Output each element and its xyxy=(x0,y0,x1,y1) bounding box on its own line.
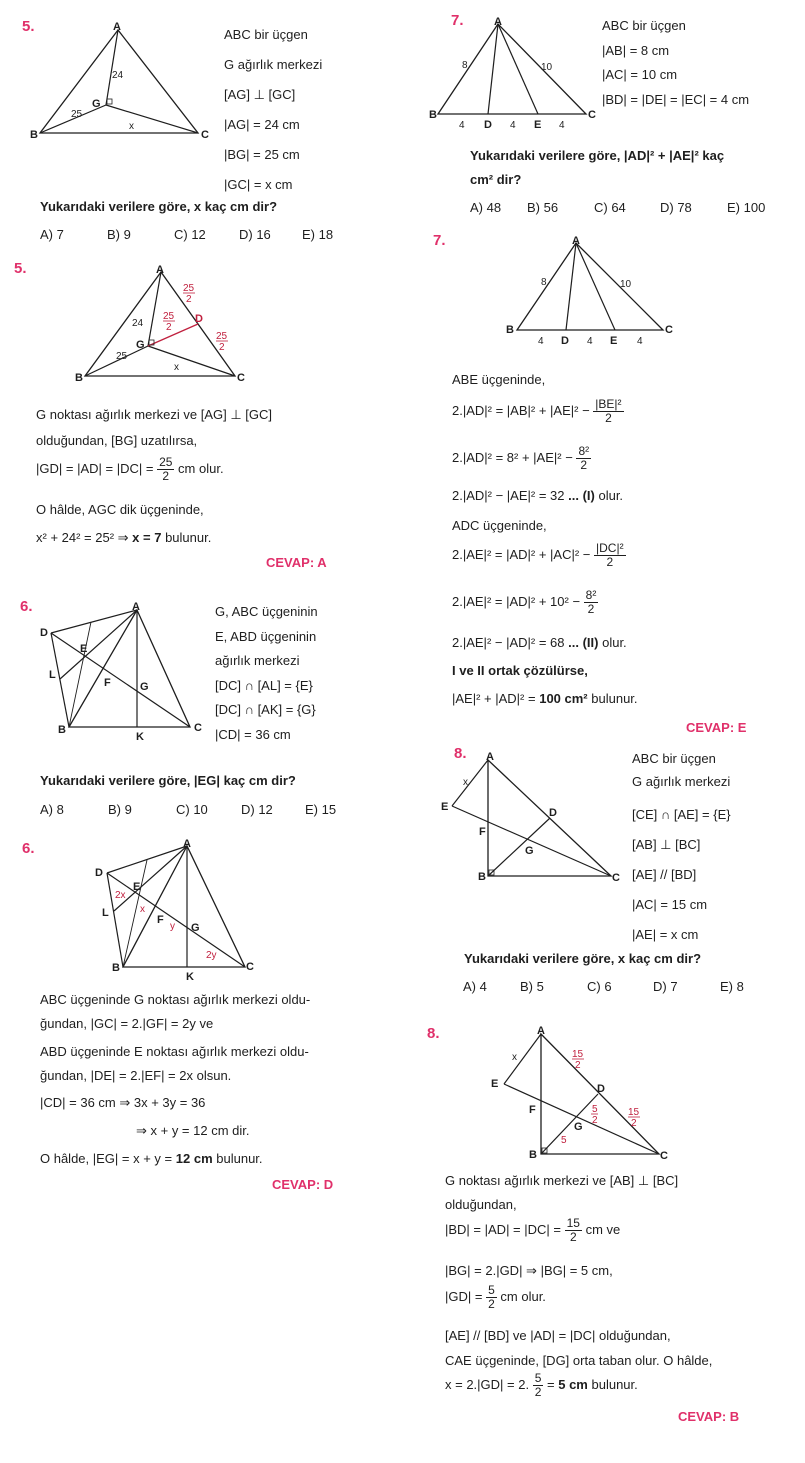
vertex-label: G xyxy=(136,339,145,351)
question-number: 6. xyxy=(20,598,33,615)
answer-options xyxy=(470,200,765,215)
segment-label: 4 xyxy=(538,336,544,347)
segment-label: 4 xyxy=(459,120,465,131)
question-number: 7. xyxy=(451,12,464,29)
given-item: |AE| = x cm xyxy=(632,927,699,942)
segment-label: 2y xyxy=(206,950,217,961)
option-b[interactable]: B) 5 xyxy=(520,979,544,994)
fraction-label: 5 xyxy=(592,1104,598,1115)
question-text: Yukarıdaki verilere göre, |AD|² + |AE|² kaç xyxy=(470,148,725,163)
vertex-label: A xyxy=(537,1025,545,1037)
vertex-label: A xyxy=(486,751,494,763)
vertex-label: C xyxy=(237,372,245,384)
segment-label: 5 xyxy=(561,1135,567,1146)
solution-line: |AE|² + |AD|² = 100 cm² bulunur. xyxy=(452,691,638,706)
vertex-label: K xyxy=(136,731,144,743)
solution-line: ABC üçgeninde G noktası ağırlık merkezi oldu- xyxy=(40,992,311,1007)
option-e[interactable]: E) 8 xyxy=(720,979,744,994)
option-e[interactable]: E) 100 xyxy=(727,200,766,215)
segment-label: x xyxy=(140,904,145,915)
vertex-label: D xyxy=(195,313,203,325)
segment-label: 10 xyxy=(541,62,553,73)
option-d[interactable]: D) 16 xyxy=(239,227,271,242)
fraction: $\frac{\text{8²}}{2}$ xyxy=(578,444,590,472)
given-item: ağırlık merkezi xyxy=(215,653,300,668)
option-e[interactable]: E) 15 xyxy=(305,802,337,817)
vertex-label: C xyxy=(612,872,620,884)
vertex-label: B xyxy=(58,724,66,736)
option-c[interactable]: C) 10 xyxy=(176,802,208,817)
option-a[interactable]: A) 48 xyxy=(470,200,502,215)
given-item: ABC bir üçgen xyxy=(224,27,308,42)
vertex-label: A xyxy=(572,235,580,247)
solution-line: 2.|AD|² = 8² + |AE|² − $\frac{\text{8²}}{2}$ xyxy=(452,444,590,472)
given-item: ABC bir üçgen xyxy=(632,751,716,766)
fraction-label: 2 xyxy=(592,1115,598,1126)
vertex-label: B xyxy=(506,324,514,336)
solution-line: x² + 24² = 25² ⇒ x = 7 bulunur. xyxy=(36,530,212,545)
option-b[interactable]: B) 9 xyxy=(108,802,132,817)
segment-label: 8 xyxy=(462,60,468,71)
solution-line: |BG| = 2.|GD| ⇒ |BG| = 5 cm, xyxy=(445,1263,613,1278)
vertex-label: A xyxy=(494,16,502,28)
segment-label: x xyxy=(512,1052,517,1063)
triangle-figure-s8 xyxy=(484,1022,674,1162)
solution-number: 5. xyxy=(14,260,27,277)
answer-label: CEVAP: D xyxy=(272,1177,334,1192)
option-c[interactable]: C) 12 xyxy=(174,227,206,242)
solution-line: 2.|AE|² − |AD|² = 68 ... (II) olur. xyxy=(452,635,627,650)
vertex-label: A xyxy=(183,838,191,850)
segment-label: x xyxy=(174,362,179,373)
solution-line: 2.|AE|² = |AD|² + 10² − $\frac{\text{8²}}{2}$ xyxy=(452,588,597,616)
question-text: cm² dir? xyxy=(470,172,522,187)
given-item: [DC] ∩ [AK] = {G} xyxy=(215,702,316,717)
given-list xyxy=(224,20,322,200)
option-d[interactable]: D) 12 xyxy=(241,802,273,817)
vertex-label: D xyxy=(561,335,569,347)
solution-line: G noktası ağırlık merkezi ve [AG] ⊥ [GC] xyxy=(36,407,272,422)
given-item: ABC bir üçgen xyxy=(602,18,686,33)
question-text: Yukarıdaki verilere göre, x kaç cm dir? xyxy=(464,951,702,966)
fraction: $\frac{25}{2}$ xyxy=(159,455,173,483)
option-a[interactable]: A) 7 xyxy=(40,227,64,242)
given-item: |BG| = 25 cm xyxy=(224,147,300,162)
given-item: [AG] ⊥ [GC] xyxy=(224,87,296,102)
vertex-label: G xyxy=(92,98,101,110)
solution-line: G noktası ağırlık merkezi ve [AB] ⊥ [BC] xyxy=(445,1173,679,1188)
solution-line: |GD| = |AD| = |DC| = $\frac{25}{2}$ cm olur. xyxy=(36,455,224,483)
segment-label: 25 xyxy=(116,351,128,362)
quadrilateral-figure-s6 xyxy=(90,836,265,981)
fraction-label: 2 xyxy=(631,1118,637,1129)
option-a[interactable]: A) 4 xyxy=(463,979,487,994)
solution-line: CAE üçgeninde, [DG] orta taban olur. O hâlde, xyxy=(445,1353,713,1368)
vertex-label: E xyxy=(491,1078,499,1090)
vertex-label: G xyxy=(191,922,200,934)
fraction-label: 2 xyxy=(186,294,192,305)
triangle-figure-q7 xyxy=(428,14,603,132)
solution-line: 2.|AE|² = |AD|² + |AC|² − $\frac{\text{|DC|²}}{2}$ xyxy=(452,541,624,569)
option-d[interactable]: D) 78 xyxy=(660,200,692,215)
solution-line: ⇒ x + y = 12 cm dir. xyxy=(136,1123,250,1138)
vertex-label: D xyxy=(484,119,492,131)
solution-line: |BD| = |AD| = |DC| = $\frac{15}{2}$ cm ve xyxy=(445,1216,621,1244)
vertex-label: D xyxy=(95,867,103,879)
vertex-label: A xyxy=(132,601,140,613)
answer-options xyxy=(463,979,744,994)
vertex-label: C xyxy=(201,129,209,141)
vertex-label: D xyxy=(549,807,557,819)
vertex-label: D xyxy=(597,1083,605,1095)
solution-line: olduğundan, xyxy=(445,1197,517,1212)
fraction: $\frac{\text{|DC|²}}{2}$ xyxy=(596,541,624,569)
fraction: $\frac{\text{8²}}{2}$ xyxy=(585,588,597,616)
solution-line: |GD| = $\frac{5}{2}$ cm olur. xyxy=(445,1283,546,1311)
option-c[interactable]: C) 64 xyxy=(594,200,626,215)
given-item: |AB| = 8 cm xyxy=(602,42,670,58)
option-d[interactable]: D) 7 xyxy=(653,979,678,994)
triangle-figure-s7 xyxy=(505,232,680,350)
vertex-label: E xyxy=(133,881,141,893)
given-item: |AC| = 15 cm xyxy=(632,897,708,912)
segment-label: x xyxy=(129,121,134,132)
given-item: G ağırlık merkezi xyxy=(632,774,731,789)
vertex-label: G xyxy=(574,1121,583,1133)
fraction-label: 2 xyxy=(575,1060,581,1071)
fraction: $\frac{15}{2}$ xyxy=(566,1216,580,1244)
given-item: |GC| = x cm xyxy=(224,177,293,192)
vertex-label: G xyxy=(140,681,149,693)
given-list xyxy=(632,747,731,950)
vertex-label: B xyxy=(30,129,38,141)
solution-line: ADC üçgeninde, xyxy=(452,518,547,533)
solution-line: olduğundan, [BG] uzatılırsa, xyxy=(36,433,198,448)
vertex-label: C xyxy=(660,1150,668,1162)
vertex-label: B xyxy=(529,1149,537,1161)
solution-line: O hâlde, AGC dik üçgeninde, xyxy=(36,502,204,517)
answer-options xyxy=(40,802,336,817)
vertex-label: B xyxy=(112,962,120,974)
given-item: |BD| = |DE| = |EC| = 4 cm xyxy=(602,91,750,107)
solution-line: I ve II ortak çözülürse, xyxy=(452,663,588,678)
given-item: [AE] // [BD] xyxy=(632,867,697,882)
segment-label: 24 xyxy=(132,318,144,329)
vertex-label: F xyxy=(104,677,111,689)
option-a[interactable]: A) 8 xyxy=(40,802,64,817)
given-item: E, ABD üçgeninin xyxy=(215,628,317,644)
fraction-label: 25 xyxy=(183,283,195,294)
segment-label: 24 xyxy=(112,70,124,81)
vertex-label: A xyxy=(113,21,121,33)
vertex-label: F xyxy=(157,914,164,926)
vertex-label: E xyxy=(441,801,449,813)
answer-label: CEVAP: E xyxy=(686,720,747,735)
given-item: |AC| = 10 cm xyxy=(602,67,678,82)
fraction: $\frac{5}{2}$ xyxy=(488,1283,495,1311)
option-b[interactable]: B) 56 xyxy=(527,200,559,215)
given-list xyxy=(602,14,749,112)
solution-line: ğundan, |DE| = 2.|EF| = 2x olsun. xyxy=(40,1068,232,1083)
vertex-label: B xyxy=(429,109,437,121)
given-item: [AB] ⊥ [BC] xyxy=(632,837,701,852)
given-item: G ağırlık merkezi xyxy=(224,57,323,72)
triangle-figure-q8 xyxy=(436,748,626,886)
given-list xyxy=(215,600,318,747)
vertex-label: L xyxy=(49,669,56,681)
option-b[interactable]: B) 9 xyxy=(107,227,131,242)
fraction: $\frac{5}{2}$ xyxy=(534,1371,542,1399)
answer-label: CEVAP: B xyxy=(678,1409,740,1424)
solution-number: 8. xyxy=(427,1025,440,1042)
fraction-label: 25 xyxy=(163,311,175,322)
vertex-label: C xyxy=(588,109,596,121)
solution-line: 2.|AD|² = |AB|² + |AE|² − $\frac{\text{|BE|²}}{2}$ xyxy=(452,397,622,425)
solution-line: ABD üçgeninde E noktası ağırlık merkezi oldu- xyxy=(40,1044,309,1059)
solution-line: ğundan, |GC| = 2.|GF| = 2y ve xyxy=(40,1016,214,1031)
vertex-label: B xyxy=(478,871,486,883)
fraction-label: 15 xyxy=(572,1049,584,1060)
vertex-label: D xyxy=(40,627,48,639)
solution-line: |CD| = 36 cm ⇒ 3x + 3y = 36 xyxy=(40,1095,206,1110)
solution-line: ABE üçgeninde, xyxy=(452,372,546,387)
given-item: |CD| = 36 cm xyxy=(215,726,291,742)
segment-label: 4 xyxy=(559,120,565,131)
vertex-label: C xyxy=(194,722,202,734)
vertex-label: E xyxy=(80,643,88,655)
fraction-label: 25 xyxy=(216,331,228,342)
segment-label: y xyxy=(170,921,175,932)
vertex-label: E xyxy=(610,335,618,347)
solution-line: x = 2.|GD| = 2. $\frac{5}{2}$ = 5 cm bulunur. xyxy=(445,1371,638,1399)
solution-number: 7. xyxy=(433,232,446,249)
question-number: 5. xyxy=(22,18,35,35)
answer-options xyxy=(40,227,333,242)
vertex-label: C xyxy=(246,961,254,973)
vertex-label: F xyxy=(479,826,486,838)
segment-label: x xyxy=(463,777,468,788)
question-number: 8. xyxy=(454,745,467,762)
segment-label: 4 xyxy=(587,336,593,347)
quadrilateral-figure-q6 xyxy=(36,600,211,742)
segment-label: 4 xyxy=(637,336,643,347)
solution-line: O hâlde, |EG| = x + y = 12 cm bulunur. xyxy=(40,1151,263,1166)
vertex-label: F xyxy=(529,1104,536,1116)
segment-label: 25 xyxy=(71,109,83,120)
vertex-label: E xyxy=(534,119,542,131)
solution-line: [AE] // [BD] ve |AD| = |DC| olduğundan, xyxy=(445,1328,671,1343)
given-item: G, ABC üçgeninin xyxy=(215,604,318,619)
segment-label: 8 xyxy=(541,277,547,288)
triangle-figure-s5 xyxy=(70,262,260,387)
solution-number: 6. xyxy=(22,840,35,857)
segment-label: 2x xyxy=(115,890,126,901)
vertex-label: L xyxy=(102,907,109,919)
vertex-label: G xyxy=(525,845,534,857)
question-text: Yukarıdaki verilere göre, |EG| kaç cm dir? xyxy=(40,773,296,788)
segment-label: 4 xyxy=(510,120,516,131)
triangle-figure-q5 xyxy=(28,18,208,143)
vertex-label: B xyxy=(75,372,83,384)
given-item: |AG| = 24 cm xyxy=(224,117,300,132)
vertex-label: C xyxy=(665,324,673,336)
solution-line: 2.|AD|² − |AE|² = 32 ... (I) olur. xyxy=(452,488,624,503)
question-text: Yukarıdaki verilere göre, x kaç cm dir? xyxy=(40,199,278,214)
fraction-label: 2 xyxy=(219,342,225,353)
fraction-label: 15 xyxy=(628,1107,640,1118)
given-item: [DC] ∩ [AL] = {E} xyxy=(215,677,313,693)
fraction-label: 2 xyxy=(166,322,172,333)
vertex-label: A xyxy=(156,264,164,276)
given-item: [CE] ∩ [AE] = {E} xyxy=(632,807,731,822)
answer-label: CEVAP: A xyxy=(266,555,327,570)
option-c[interactable]: C) 6 xyxy=(587,979,612,994)
fraction: $\frac{\text{|BE|²}}{2}$ xyxy=(595,397,622,425)
option-e[interactable]: E) 18 xyxy=(302,227,334,242)
segment-label: 10 xyxy=(620,279,632,290)
vertex-label: K xyxy=(186,971,194,983)
